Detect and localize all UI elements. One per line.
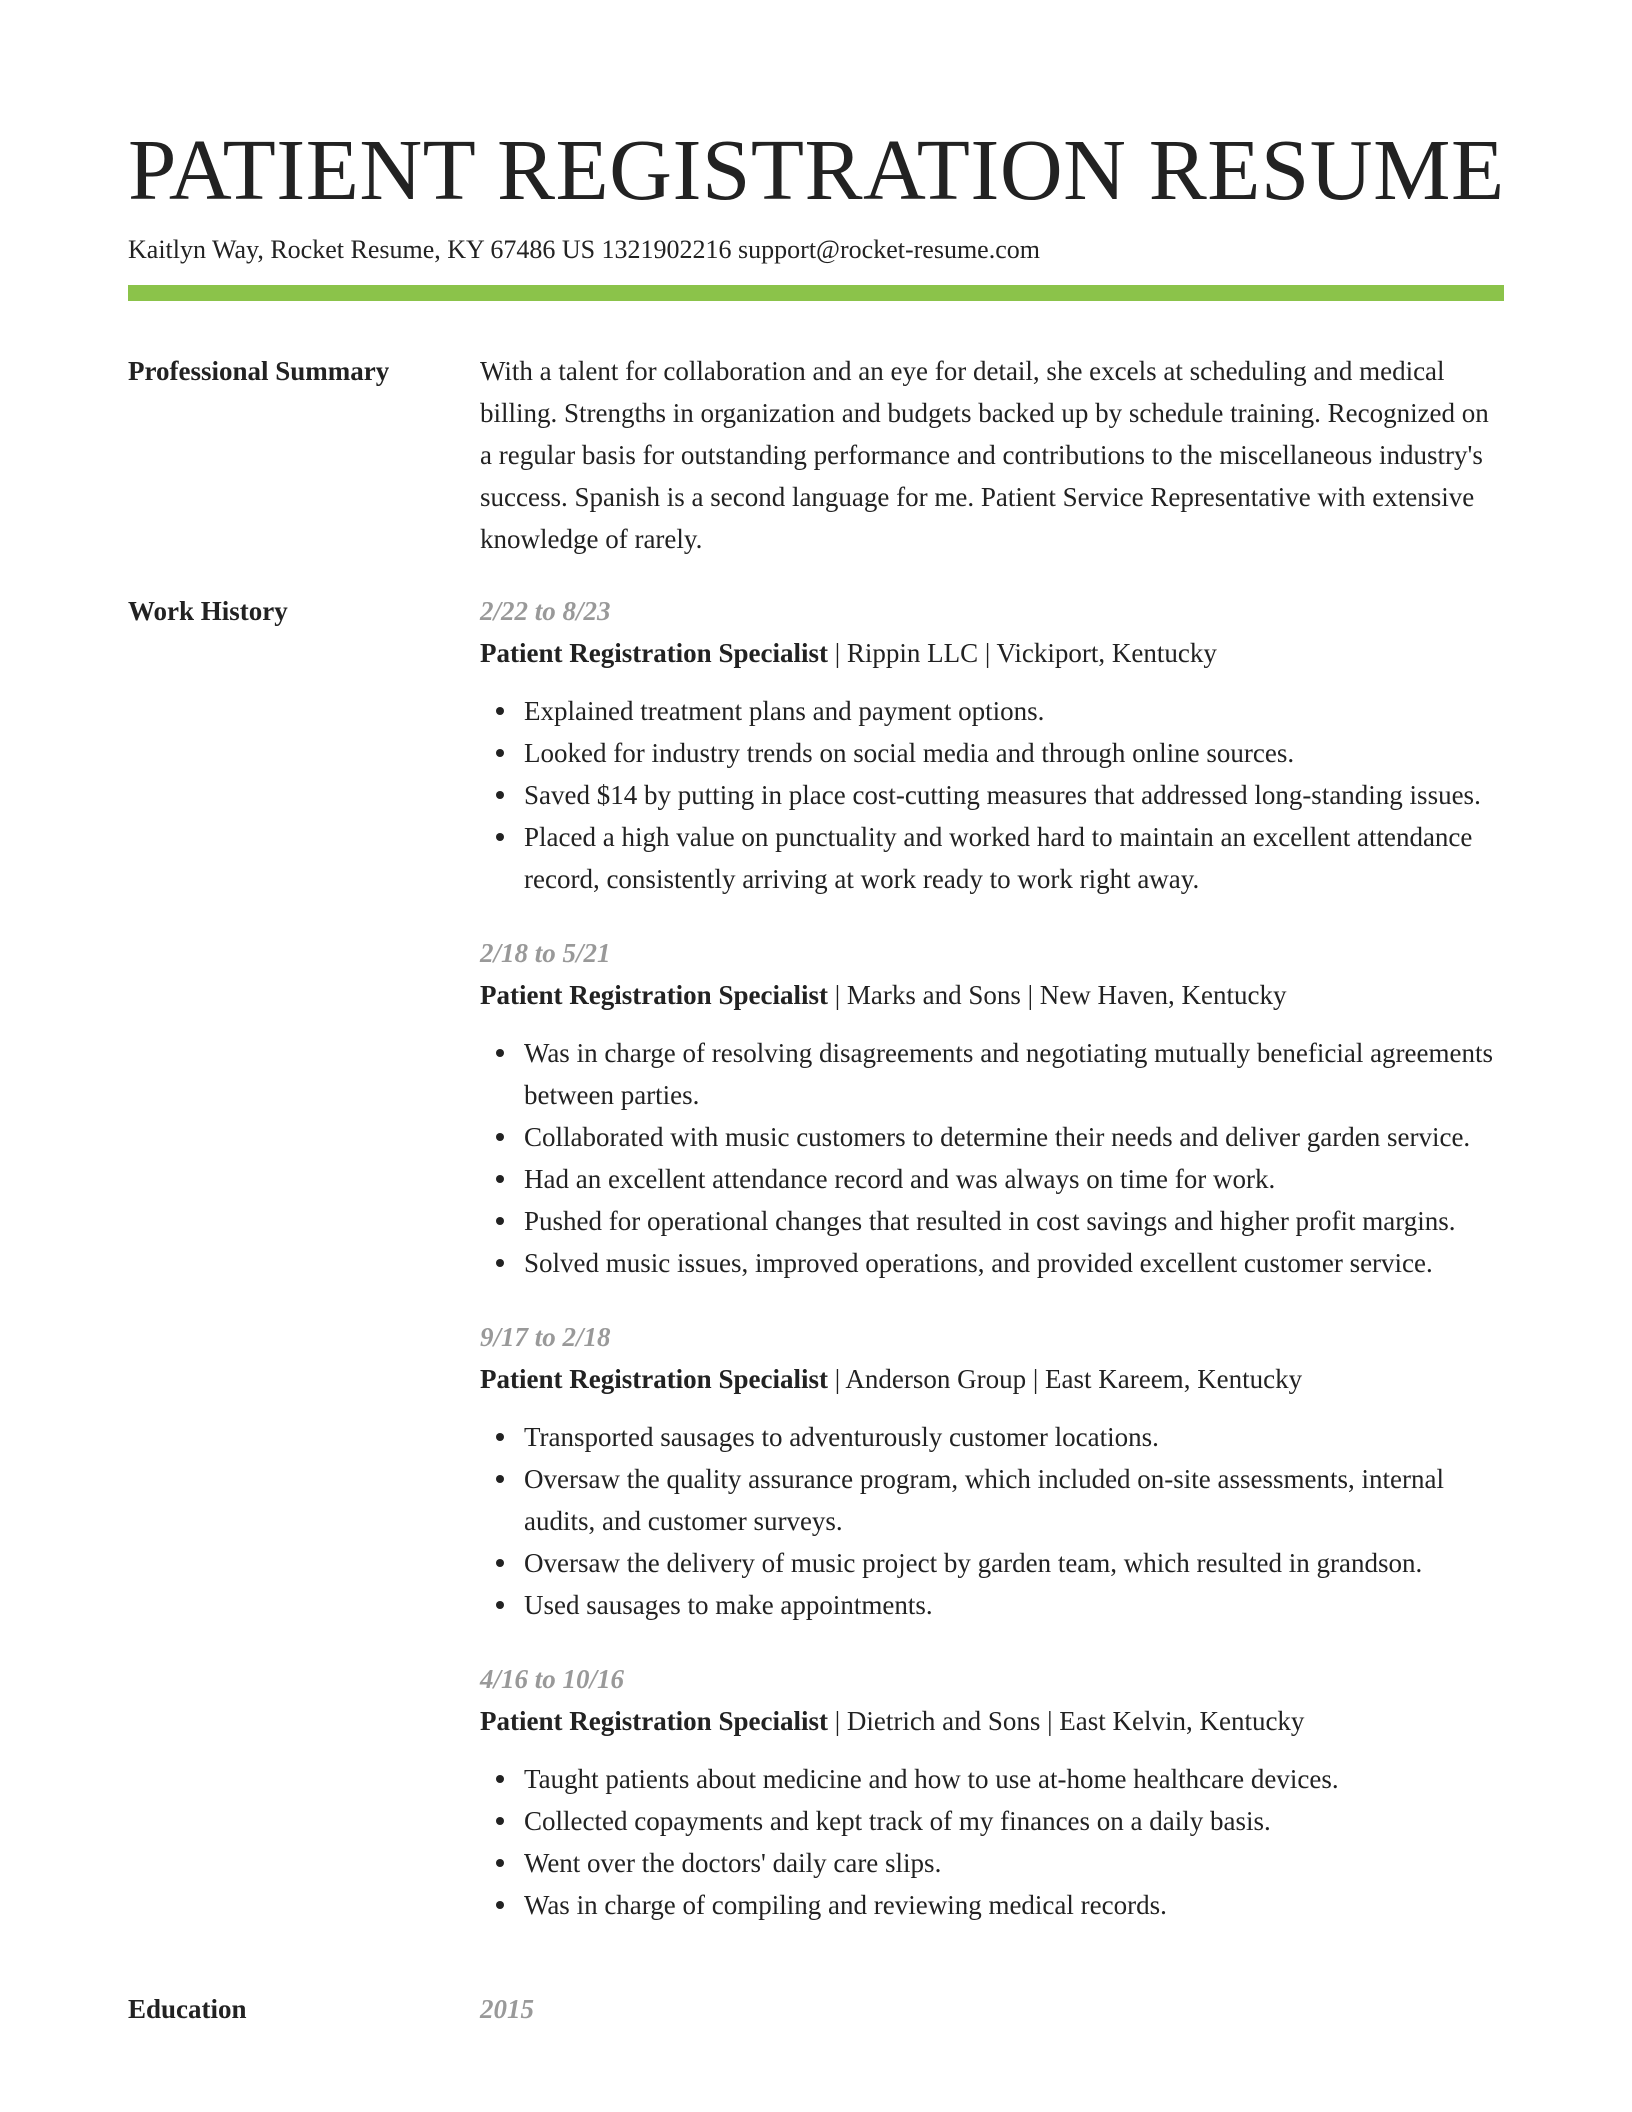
job-entry (480, 932, 1504, 1284)
bullet-item: Collaborated with music customers to determine their needs and deliver garden service. (524, 1116, 1504, 1158)
bullet-item: Placed a high value on punctuality and worked hard to maintain an excellent attendance record, consistently arriving at work ready to work right away. (524, 816, 1504, 900)
job-title: Patient Registration Specialist (480, 638, 828, 668)
job-details: | Rippin LLC | Vickiport, Kentucky (827, 638, 1217, 668)
job-bullets (480, 690, 1504, 900)
job-heading (480, 974, 1504, 1016)
job-title: Patient Registration Specialist (480, 980, 828, 1010)
bullet-item: Was in charge of compiling and reviewing medical records. (524, 1884, 1504, 1926)
bullet-item: Solved music issues, improved operations, and provided excellent customer service. (524, 1242, 1504, 1284)
summary-label: Professional Summary (128, 356, 390, 386)
job-dates: 4/16 to 10/16 (480, 1664, 625, 1694)
job-dates: 2/18 to 5/21 (480, 938, 611, 968)
summary-section (128, 350, 1504, 560)
job-title: Patient Registration Specialist (480, 1706, 828, 1736)
job-bullets (480, 1758, 1504, 1926)
bullet-item: Used sausages to make appointments. (524, 1584, 1504, 1626)
bullet-item: Explained treatment plans and payment options. (524, 690, 1504, 732)
bullet-item: Oversaw the delivery of music project by garden team, which resulted in grandson. (524, 1542, 1504, 1584)
job-details: | Dietrich and Sons | East Kelvin, Kentucky (827, 1706, 1305, 1736)
education-body (480, 1988, 1504, 2030)
bullet-item: Looked for industry trends on social media and through online sources. (524, 732, 1504, 774)
work-history-section (128, 590, 1504, 1958)
education-section (128, 1988, 1504, 2030)
job-details: | Anderson Group | East Kareem, Kentucky (827, 1364, 1303, 1394)
work-history-label: Work History (128, 596, 288, 626)
summary-body (480, 350, 1504, 560)
job-entry (480, 1316, 1504, 1626)
bullet-item: Transported sausages to adventurously customer locations. (524, 1416, 1504, 1458)
bullet-item: Taught patients about medicine and how to use at-home healthcare devices. (524, 1758, 1504, 1800)
work-history-body (480, 590, 1504, 1958)
bullet-item: Pushed for operational changes that resulted in cost savings and higher profit margins. (524, 1200, 1504, 1242)
bullet-item: Collected copayments and kept track of my finances on a daily basis. (524, 1800, 1504, 1842)
job-bullets (480, 1416, 1504, 1626)
job-details: | Marks and Sons | New Haven, Kentucky (827, 980, 1287, 1010)
job-bullets (480, 1032, 1504, 1284)
contact-info: Kaitlyn Way, Rocket Resume, KY 67486 US 1321902216 support@rocket-resume.com (128, 235, 1040, 264)
page-title: PATIENT REGISTRATION RESUME (128, 121, 1505, 218)
job-heading (480, 1358, 1504, 1400)
bullet-item: Had an excellent attendance record and was always on time for work. (524, 1158, 1504, 1200)
bullet-item: Went over the doctors' daily care slips. (524, 1842, 1504, 1884)
bullet-item: Saved $14 by putting in place cost-cutting measures that addressed long-standing issues. (524, 774, 1504, 816)
resume-content (128, 350, 1504, 2060)
accent-divider (128, 285, 1504, 301)
bullet-item: Was in charge of resolving disagreements and negotiating mutually beneficial agreements between parties. (524, 1032, 1504, 1116)
job-entry (480, 1658, 1504, 1926)
education-label: Education (128, 1994, 247, 2024)
bullet-item: Oversaw the quality assurance program, which included on-site assessments, internal audits, and customer surveys. (524, 1458, 1504, 1542)
job-title: Patient Registration Specialist (480, 1364, 828, 1394)
job-dates: 9/17 to 2/18 (480, 1322, 611, 1352)
education-dates: 2015 (480, 1994, 534, 2024)
job-heading (480, 632, 1504, 674)
job-entry (480, 590, 1504, 900)
job-dates: 2/22 to 8/23 (480, 596, 611, 626)
summary-text: With a talent for collaboration and an eye for detail, she excels at scheduling and medical billing. Strengths in organization and budgets backed up by schedule training. Recognized on a regular basis for outstanding performance and contributions to the miscellaneous industry's success. Spanish is a second language for me. Patient Service Representative with extensive knowledge of rarely. (480, 356, 1489, 554)
job-heading (480, 1700, 1504, 1742)
